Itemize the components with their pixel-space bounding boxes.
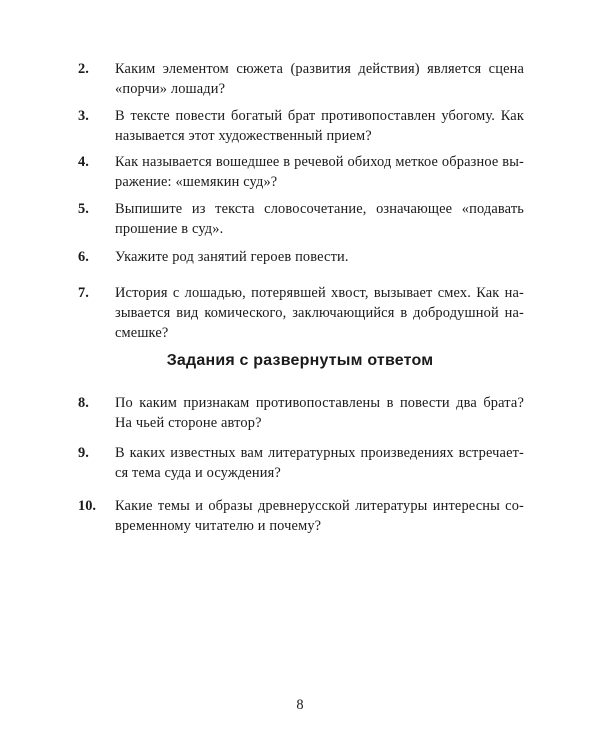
question-line: называется этот художественный прием? bbox=[115, 128, 372, 144]
question-number: 10. bbox=[78, 498, 96, 514]
question-line: временному читателю и почему? bbox=[115, 518, 322, 534]
question-text bbox=[115, 199, 524, 239]
question-text bbox=[115, 106, 524, 146]
question-line: Каким элементом сюжета (развития действия) является сцена bbox=[115, 61, 524, 77]
question-text bbox=[115, 443, 524, 483]
question-text bbox=[115, 59, 524, 99]
question-line: В каких известных вам литературных произведениях встречает- bbox=[115, 445, 524, 461]
question-text bbox=[115, 496, 524, 536]
question-line: История с лошадью, потерявшей хвост, вызывает смех. Как на- bbox=[115, 285, 524, 301]
page-number: 8 bbox=[296, 697, 304, 713]
section-heading: Задания с развернутым ответом bbox=[166, 352, 434, 369]
question-text bbox=[115, 152, 524, 192]
question-line: смешке? bbox=[115, 325, 169, 341]
question-number: 6. bbox=[78, 249, 89, 265]
question-line: На чьей стороне автор? bbox=[115, 415, 262, 431]
question-line: Какие темы и образы древнерусской литературы интересны со- bbox=[115, 498, 524, 514]
question-number: 9. bbox=[78, 445, 89, 461]
question-line: Укажите род занятий героев повести. bbox=[115, 249, 349, 265]
question-text bbox=[115, 247, 524, 267]
question-number: 7. bbox=[78, 285, 89, 301]
question-line: В тексте повести богатый брат противопоставлен убогому. Как bbox=[115, 108, 524, 124]
question-line: Как называется вошедшее в речевой обиход меткое образное вы- bbox=[115, 154, 524, 170]
question-line: прошение в суд». bbox=[115, 221, 224, 237]
question-line: ся тема суда и осуждения? bbox=[115, 465, 281, 481]
question-line: ражение: «шемякин суд»? bbox=[115, 174, 278, 190]
question-text bbox=[115, 283, 524, 343]
question-number: 8. bbox=[78, 395, 89, 411]
question-line: «порчи» лошади? bbox=[115, 81, 226, 97]
question-number: 3. bbox=[78, 108, 89, 124]
question-line: зывается вид комического, заключающийся в добродушной на- bbox=[115, 305, 524, 321]
question-line: По каким признакам противопоставлены в повести два брата? bbox=[115, 395, 524, 411]
question-number: 4. bbox=[78, 154, 89, 170]
question-text bbox=[115, 393, 524, 433]
question-number: 5. bbox=[78, 201, 89, 217]
question-number: 2. bbox=[78, 61, 89, 77]
question-line: Выпишите из текста словосочетание, означающее «подавать bbox=[115, 201, 524, 217]
